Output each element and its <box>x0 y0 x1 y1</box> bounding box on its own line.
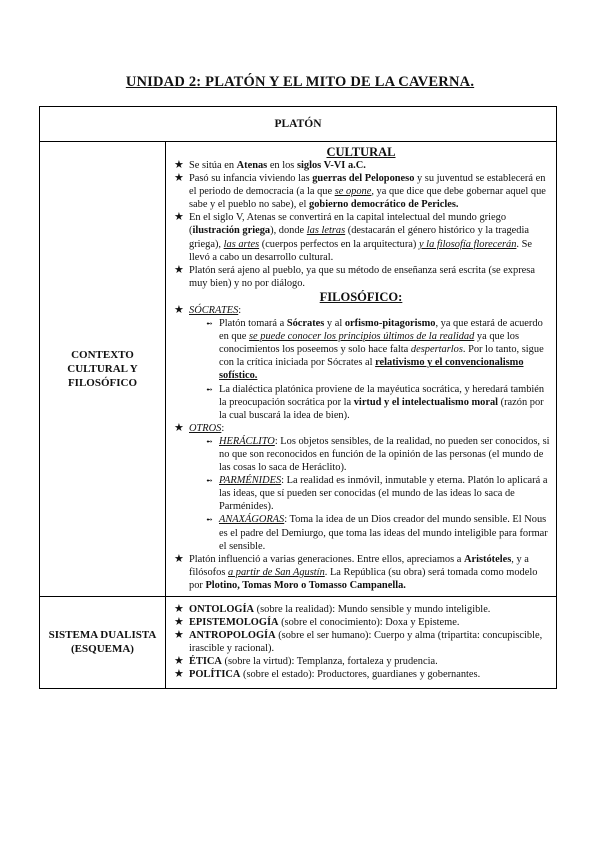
list-item: ➻ Platón tomará a Sócrates y al orfismo-pitagorismo, ya que estará de acuerdo en que se puede conocer los principios últimos de la realidad ya que los conocimientos los poseemos y solo hace falta despertarlos. Por lo tanto, sigue con la crítica iniciada por Sócrates al relativismo y el convencionalismo sofístico. <box>189 317 550 382</box>
list-item: ★ Platón será ajeno al pueblo, ya que su método de enseñanza será escrita (se expresa muy bien) y no por diálogo. <box>172 264 550 290</box>
list-item: ★ Pasó su infancia viviendo las guerras del Peloponeso y su juventud se establecerá en el periodo de democracia (a la que se opone, ya que dice que debe gobernar aquel que sabe y el pueblo no sabe), el gobierno democrático de Pericles. <box>172 172 550 211</box>
list-item: ➻ La dialéctica platónica proviene de la mayéutica socrática, y heredará también la preocupación socrática por la virtud y el intelectualismo moral (razón por la cual buscará la idea de bien). <box>189 383 550 422</box>
table-row <box>40 142 557 597</box>
table-header-row <box>40 107 557 142</box>
list-item: ★ OTROS: ➻ HERÁCLITO: Los objetos sensibles, de la realidad, no pueden ser conocidos, si no que son reconocidos en función de la opinión de las personas (el mundo de las cosas lo saca de Heráclito). ➻ PARMÉNIDES: La realidad es inmóvil, inmutable y eterna. Platón lo aplicará a las ideas, que sí pueden ser conocidas (el mundo de las ideas lo saca de Parménides). ➻ ANAXÁGORAS: Toma la idea de un Dios creador del mundo sensible. El Nous es el padre del Demiurgo, que toma las ideas del mundo inteligible para formar el sensible. <box>172 422 550 553</box>
table-row <box>40 597 557 689</box>
page-title: UNIDAD 2: PLATÓN Y EL MITO DE LA CAVERNA. <box>125 74 475 90</box>
otros-sublist <box>189 435 550 553</box>
row-label-sistema: SISTEMA DUALISTA (ESQUEMA) <box>40 597 166 689</box>
list-item: ★ EPISTEMOLOGÍA (sobre el conocimiento): Doxa y Episteme. <box>172 616 550 629</box>
plato-table <box>39 106 557 689</box>
cultural-heading: CULTURAL <box>326 145 396 159</box>
list-item: ★ SÓCRATES: ➻ Platón tomará a Sócrates y al orfismo-pitagorismo, ya que estará de acuerdo en que se puede conocer los principios últimos de la realidad ya que los conocimientos los poseemos y solo hace falta despertarlos. Por lo tanto, sigue con la crítica iniciada por Sócrates al relativismo y el convencionalismo sofístico. ➻ La dialéctica platónica proviene de la mayéutica socrática, y heredará también la preocupación socrática por la virtud y el intelectualismo moral (razón por la cual buscará la idea de bien). <box>172 304 550 422</box>
list-item: ★ ONTOLOGÍA (sobre la realidad): Mundo sensible y mundo inteligible. <box>172 603 550 616</box>
list-item: ➻ ANAXÁGORAS: Toma la idea de un Dios creador del mundo sensible. El Nous es el padre del Demiurgo, que toma las ideas del mundo inteligible para formar el sensible. <box>189 513 550 552</box>
list-item: ➻ HERÁCLITO: Los objetos sensibles, de la realidad, no pueden ser conocidos, si no que son reconocidos en función de la opinión de las personas (el mundo de las cosas lo saca de Heráclito). <box>189 435 550 474</box>
list-item: ★ ANTROPOLOGÍA (sobre el ser humano): Cuerpo y alma (tripartita: concupiscible, irascible y racional). <box>172 629 550 655</box>
filosofico-list <box>172 304 550 592</box>
list-item: ★ Platón influenció a varias generaciones. Entre ellos, apreciamos a Aristóteles, y a filósofos a partir de San Agustín. La República (su obra) será tomada como modelo por Plotino, Tomas Moro o Tomasso Campanella. <box>172 553 550 592</box>
cultural-list <box>172 159 550 290</box>
list-item: ★ POLÍTICA (sobre el estado): Productores, guardianes y gobernantes. <box>172 668 550 681</box>
filosofico-heading: FILOSÓFICO: <box>319 289 403 304</box>
socrates-sublist <box>189 317 550 422</box>
row-label-contexto: CONTEXTO CULTURAL Y FILOSÓFICO <box>40 142 166 597</box>
list-item: ★ Se sitúa en Atenas en los siglos V-VI a.C. <box>172 159 550 172</box>
sistema-list <box>172 603 550 682</box>
list-item: ★ ÉTICA (sobre la virtud): Templanza, fortaleza y prudencia. <box>172 655 550 668</box>
sistema-content <box>166 597 557 689</box>
list-item: ★ En el siglo V, Atenas se convertirá en la capital intelectual del mundo griego (ilustración griega), donde las letras (destacarán el género histórico y la tragedia griega), las artes (cuerpos perfectos en la arquitectura) y la filosofía florecerán. Se llevó a cabo un desarrollo cultural. <box>172 211 550 263</box>
table-header: PLATÓN <box>40 107 557 142</box>
contexto-content <box>166 142 557 597</box>
list-item: ➻ PARMÉNIDES: La realidad es inmóvil, inmutable y eterna. Platón lo aplicará a las ideas, que sí pueden ser conocidas (el mundo de las ideas lo saca de Parménides). <box>189 474 550 513</box>
